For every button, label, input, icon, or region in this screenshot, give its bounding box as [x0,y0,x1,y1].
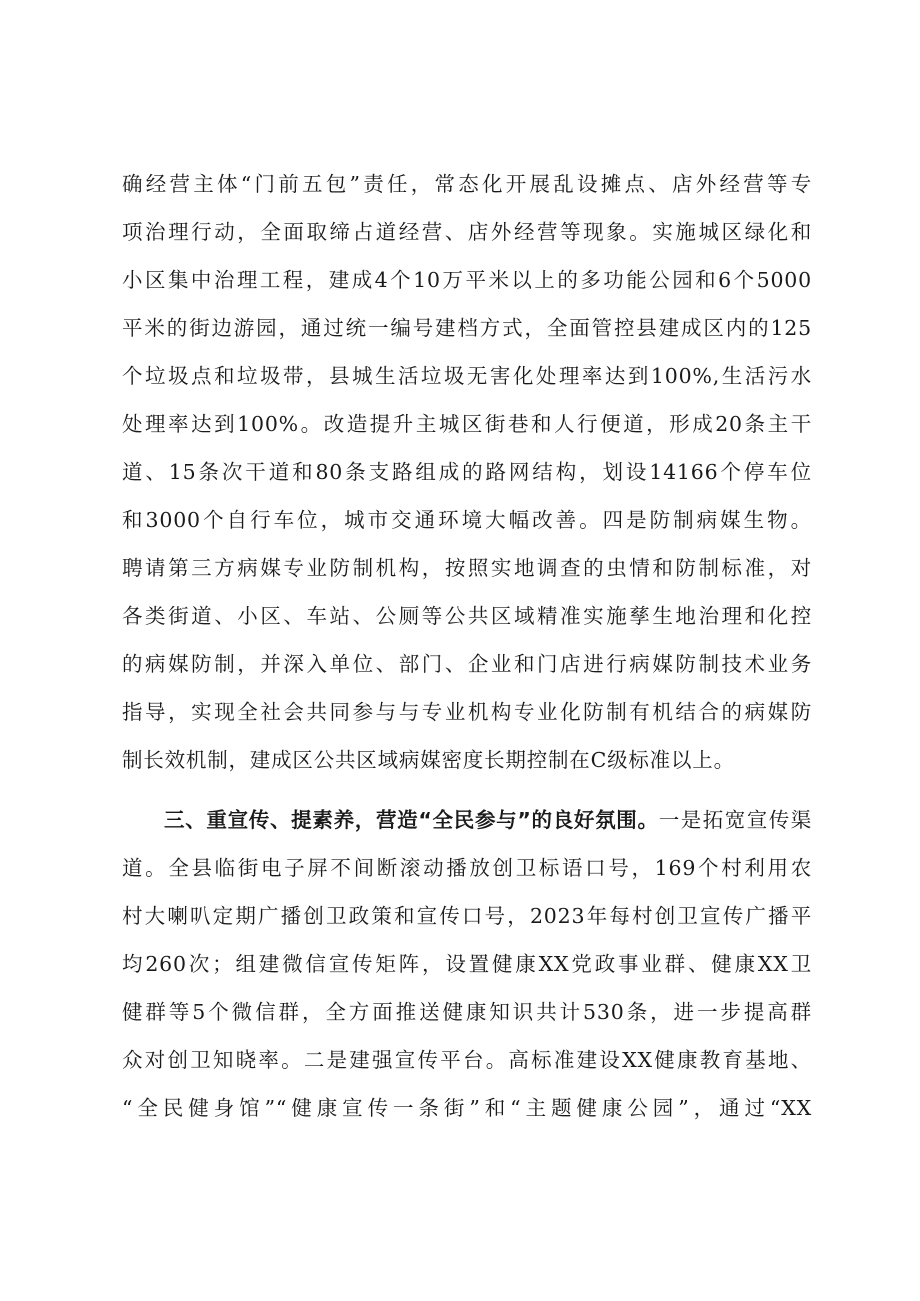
text-span: 一是拓宽宣传渠 [658,808,812,832]
text-line: 小区集中治理工程，建成4个10万平米以上的多功能公园和6个5000 [122,268,812,292]
text-line: 村大喇叭定期广播创卫政策和宣传口号，2023年每村创卫宣传广播平 [122,904,812,928]
text-line: 处理率达到100%。改造提升主城区街巷和人行便道，形成20条主干 [122,412,812,436]
text-line: 指导，实现全社会共同参与与专业机构专业化防制有机结合的病媒防 [122,700,812,724]
text-line: 聘请第三方病媒专业防制机构，按照实地调查的虫情和防制标准，对 [122,556,812,580]
text-line: 个垃圾点和垃圾带，县城生活垃圾无害化处理率达到100%,生活污水 [122,364,812,388]
text-line: 各类街道、小区、车站、公厕等公共区域精准实施孳生地治理和化控 [122,604,812,628]
paragraph-2 [122,796,812,1132]
text-line: 项治理行动，全面取缔占道经营、店外经营等现象。实施城区绿化和 [122,220,812,244]
text-line: 的病媒防制，并深入单位、部门、企业和门店进行病媒防制技术业务 [122,652,812,676]
text-line: 众对创卫知晓率。二是建强宣传平台。高标准建设XX健康教育基地、 [122,1048,812,1072]
text-line: 健群等5个微信群，全方面推送健康知识共计530条，进一步提高群 [122,1000,812,1024]
text-line: “全民健身馆”“健康宣传一条街”和“主题健康公园”，通过“XX [122,1096,812,1120]
paragraph-1 [122,160,812,784]
text-line: 制长效机制，建成区公共区域病媒密度长期控制在C级标准以上。 [122,748,735,772]
text-line: 平米的街边游园，通过统一编号建档方式，全面管控县建成区内的125 [122,316,812,340]
text-line: 和3000个自行车位，城市交通环境大幅改善。四是防制病媒生物。 [122,508,812,532]
section-heading: 三、重宣传、提素养，营造“全民参与”的良好氛围。 [164,808,659,832]
text-line: 确经营主体“门前五包”责任，常态化开展乱设摊点、店外经营等专 [122,172,812,196]
text-line: 道、15条次干道和80条支路组成的路网结构，划设14166个停车位 [122,460,812,484]
text-line: 均260次；组建微信宣传矩阵，设置健康XX党政事业群、健康XX卫 [122,952,812,976]
text-line: 道。全县临街电子屏不间断滚动播放创卫标语口号，169个村利用农 [122,856,812,880]
paragraph-2-first-line [122,796,812,844]
